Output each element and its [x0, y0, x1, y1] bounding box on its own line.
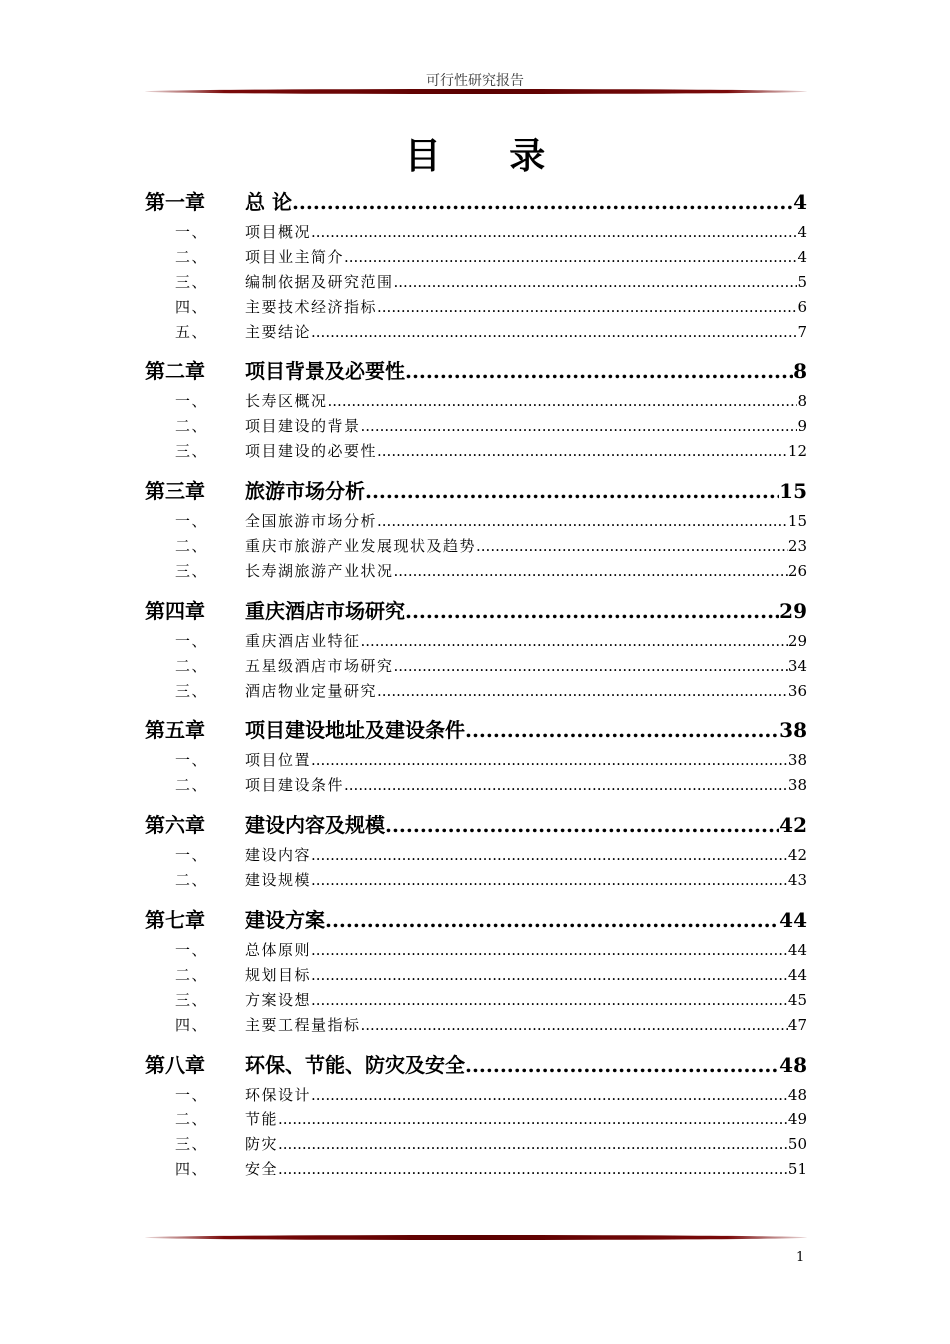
toc-section-entry[interactable] [145, 963, 807, 988]
toc-section-entry[interactable] [145, 988, 807, 1013]
dot-leader [278, 1107, 788, 1132]
section-number: 三、 [175, 681, 209, 700]
toc-section-entry[interactable] [145, 1132, 807, 1157]
toc-section-entry[interactable] [145, 773, 807, 798]
chapter-number: 第一章 [145, 190, 205, 214]
section-page-number: 49 [787, 1110, 807, 1129]
section-number: 二、 [175, 247, 209, 266]
section-number: 三、 [175, 442, 209, 461]
chapter-spacer [145, 344, 807, 351]
section-title: 项目概况 [245, 223, 312, 241]
toc-section-entry[interactable] [145, 1083, 807, 1108]
chapter-title: 项目建设地址及建设条件 [245, 718, 465, 743]
section-title: 建设内容 [245, 846, 312, 865]
toc-title: 目 录 [404, 135, 574, 177]
section-page-number: 34 [787, 656, 807, 675]
section-page-number: 45 [787, 990, 807, 1009]
section-page-number: 43 [787, 871, 807, 890]
chapter-spacer [145, 798, 807, 805]
section-number: 一、 [175, 512, 209, 531]
chapter-title: 项目背景及必要性 [245, 359, 405, 384]
toc-section-entry[interactable] [145, 559, 807, 584]
chapter-page-number: 8 [793, 359, 807, 384]
section-number: 四、 [175, 1160, 209, 1179]
chapter-page-number: 15 [779, 479, 807, 504]
chapter-number: 第六章 [145, 813, 205, 838]
toc-section-entry[interactable] [145, 414, 807, 439]
section-page-number: 12 [787, 442, 807, 461]
section-number: 二、 [175, 871, 209, 890]
toc-chapter-entry[interactable] [145, 807, 807, 843]
section-title: 全国旅游市场分析 [245, 512, 378, 531]
footer-divider [145, 1235, 807, 1240]
section-page-number: 36 [787, 681, 807, 700]
toc-section-entry[interactable] [145, 1107, 807, 1132]
chapter-page-number: 4 [793, 190, 807, 214]
table-of-contents [145, 182, 807, 1189]
section-number: 三、 [175, 561, 209, 580]
section-number: 二、 [175, 1110, 209, 1129]
toc-section-entry[interactable] [145, 938, 807, 963]
section-title: 编制依据及研究范围 [245, 272, 394, 291]
section-number: 二、 [175, 656, 209, 675]
chapter-title: 建设内容及规模 [245, 813, 385, 838]
section-number: 二、 [175, 965, 209, 984]
section-page-number: 8 [797, 392, 807, 411]
dot-leader [361, 629, 788, 654]
dot-leader [311, 220, 797, 245]
dot-leader [311, 320, 797, 345]
chapter-number: 第五章 [145, 718, 205, 743]
dot-leader [311, 963, 788, 988]
chapter-title: 建设方案 [245, 908, 325, 933]
section-title: 长寿湖旅游产业状况 [245, 561, 394, 580]
section-number: 二、 [175, 417, 209, 436]
dot-leader [361, 414, 798, 439]
section-page-number: 7 [797, 322, 807, 341]
toc-chapter-entry[interactable] [145, 473, 807, 509]
section-page-number: 4 [797, 247, 807, 266]
chapter-page-number: 29 [779, 598, 807, 623]
toc-chapter-entry[interactable] [145, 593, 807, 629]
section-page-number: 50 [787, 1135, 807, 1154]
section-title: 重庆市旅游产业发展现状及趋势 [245, 537, 477, 556]
section-title: 重庆酒店业特征 [245, 631, 361, 650]
section-page-number: 6 [797, 297, 807, 316]
chapter-spacer [145, 584, 807, 591]
section-page-number: 5 [797, 272, 807, 291]
section-number: 四、 [175, 1015, 209, 1034]
section-number: 五、 [175, 322, 209, 341]
dot-leader [405, 353, 793, 389]
toc-chapter-entry[interactable] [145, 712, 807, 748]
section-number: 一、 [175, 392, 209, 411]
toc-section-entry[interactable] [145, 679, 807, 704]
running-header: 可行性研究报告 [426, 73, 524, 89]
section-page-number: 26 [787, 561, 807, 580]
section-title: 项目建设的背景 [245, 417, 361, 436]
toc-chapter-entry[interactable] [145, 353, 807, 389]
section-number: 三、 [175, 990, 209, 1009]
section-number: 三、 [175, 272, 209, 291]
dot-leader [377, 679, 788, 704]
toc-section-entry[interactable] [145, 220, 807, 245]
section-title: 项目建设的必要性 [245, 442, 378, 461]
chapter-page-number: 42 [779, 813, 807, 838]
chapter-title: 环保、节能、防灾及安全 [245, 1052, 465, 1077]
section-title: 环保设计 [245, 1085, 312, 1104]
section-page-number: 29 [787, 631, 807, 650]
dot-leader [278, 1132, 788, 1157]
section-number: 一、 [175, 223, 209, 241]
section-title: 主要技术经济指标 [245, 297, 378, 316]
chapter-number: 第四章 [145, 598, 205, 623]
section-title: 主要工程量指标 [245, 1015, 361, 1034]
dot-leader [465, 1047, 779, 1083]
toc-section-entry[interactable] [145, 1157, 807, 1182]
toc-section-entry[interactable] [145, 629, 807, 654]
dot-leader [385, 807, 779, 843]
toc-section-entry[interactable] [145, 295, 807, 320]
section-number: 一、 [175, 941, 209, 960]
dot-leader [311, 988, 788, 1013]
toc-section-entry[interactable] [145, 270, 807, 295]
section-title: 节能 [245, 1110, 279, 1129]
section-number: 二、 [175, 776, 209, 795]
section-number: 三、 [175, 1135, 209, 1154]
toc-chapter-entry[interactable] [145, 902, 807, 938]
section-page-number: 23 [787, 537, 807, 556]
chapter-number: 第八章 [145, 1052, 205, 1077]
dot-leader [278, 1157, 788, 1182]
toc-section-entry[interactable] [145, 868, 807, 893]
section-page-number: 48 [787, 1085, 807, 1104]
chapter-title: 旅游市场分析 [245, 479, 365, 504]
dot-leader [476, 534, 788, 559]
section-title: 项目位置 [245, 751, 312, 770]
toc-section-entry[interactable] [145, 534, 807, 559]
section-number: 一、 [175, 751, 209, 770]
dot-leader [311, 843, 788, 868]
toc-chapter-entry[interactable] [145, 1047, 807, 1083]
section-title: 五星级酒店市场研究 [245, 656, 394, 675]
chapter-number: 第三章 [145, 479, 205, 504]
section-number: 二、 [175, 537, 209, 556]
toc-section-entry[interactable] [145, 439, 807, 464]
toc-chapter-entry[interactable] [145, 184, 807, 220]
toc-section-entry[interactable] [145, 1013, 807, 1038]
toc-section-entry[interactable] [145, 320, 807, 345]
dot-leader [394, 559, 788, 584]
dot-leader [465, 712, 779, 748]
section-number: 一、 [175, 1085, 209, 1104]
toc-section-entry[interactable] [145, 245, 807, 270]
dot-leader [325, 902, 779, 938]
section-title: 总体原则 [245, 941, 312, 960]
section-title: 建设规模 [245, 871, 312, 890]
dot-leader [394, 270, 798, 295]
dot-leader [328, 389, 798, 414]
dot-leader [311, 748, 788, 773]
dot-leader [361, 1013, 788, 1038]
section-page-number: 9 [797, 417, 807, 436]
dot-leader [344, 245, 797, 270]
section-title: 防灾 [245, 1135, 279, 1154]
toc-section-entry[interactable] [145, 843, 807, 868]
section-title: 安全 [245, 1160, 279, 1179]
section-page-number: 4 [797, 223, 807, 241]
dot-leader [365, 473, 779, 509]
chapter-spacer [145, 464, 807, 471]
dot-leader [344, 773, 788, 798]
toc-section-entry[interactable] [145, 509, 807, 534]
section-title: 项目业主简介 [245, 247, 345, 266]
section-number: 四、 [175, 297, 209, 316]
dot-leader [311, 938, 788, 963]
chapter-spacer [145, 1038, 807, 1045]
dot-leader [292, 184, 793, 220]
dot-leader [394, 654, 788, 679]
section-page-number: 38 [787, 751, 807, 770]
chapter-page-number: 48 [779, 1052, 807, 1077]
section-page-number: 44 [787, 941, 807, 960]
section-page-number: 38 [787, 776, 807, 795]
dot-leader [377, 509, 788, 534]
section-title: 规划目标 [245, 965, 312, 984]
section-page-number: 47 [787, 1015, 807, 1034]
chapter-title: 总 论 [245, 190, 292, 214]
chapter-page-number: 38 [779, 718, 807, 743]
section-title: 项目建设条件 [245, 776, 345, 795]
section-number: 一、 [175, 846, 209, 865]
page-number: 1 [796, 1250, 805, 1265]
dot-leader [311, 868, 788, 893]
header-divider [145, 89, 807, 94]
dot-leader [377, 439, 788, 464]
dot-leader [311, 1083, 788, 1108]
section-page-number: 42 [787, 846, 807, 865]
toc-section-entry[interactable] [145, 748, 807, 773]
chapter-title: 重庆酒店市场研究 [245, 598, 405, 623]
chapter-spacer [145, 1182, 807, 1189]
toc-section-entry[interactable] [145, 654, 807, 679]
toc-section-entry[interactable] [145, 389, 807, 414]
chapter-number: 第七章 [145, 908, 205, 933]
section-title: 酒店物业定量研究 [245, 681, 378, 700]
section-title: 方案设想 [245, 990, 312, 1009]
section-page-number: 15 [787, 512, 807, 531]
chapter-spacer [145, 703, 807, 710]
dot-leader [405, 593, 779, 629]
chapter-spacer [145, 893, 807, 900]
dot-leader [377, 295, 797, 320]
chapter-page-number: 44 [779, 908, 807, 933]
section-page-number: 44 [787, 965, 807, 984]
section-title: 长寿区概况 [245, 392, 328, 411]
section-title: 主要结论 [245, 322, 312, 341]
chapter-number: 第二章 [145, 359, 205, 384]
section-page-number: 51 [787, 1160, 807, 1179]
section-number: 一、 [175, 631, 209, 650]
